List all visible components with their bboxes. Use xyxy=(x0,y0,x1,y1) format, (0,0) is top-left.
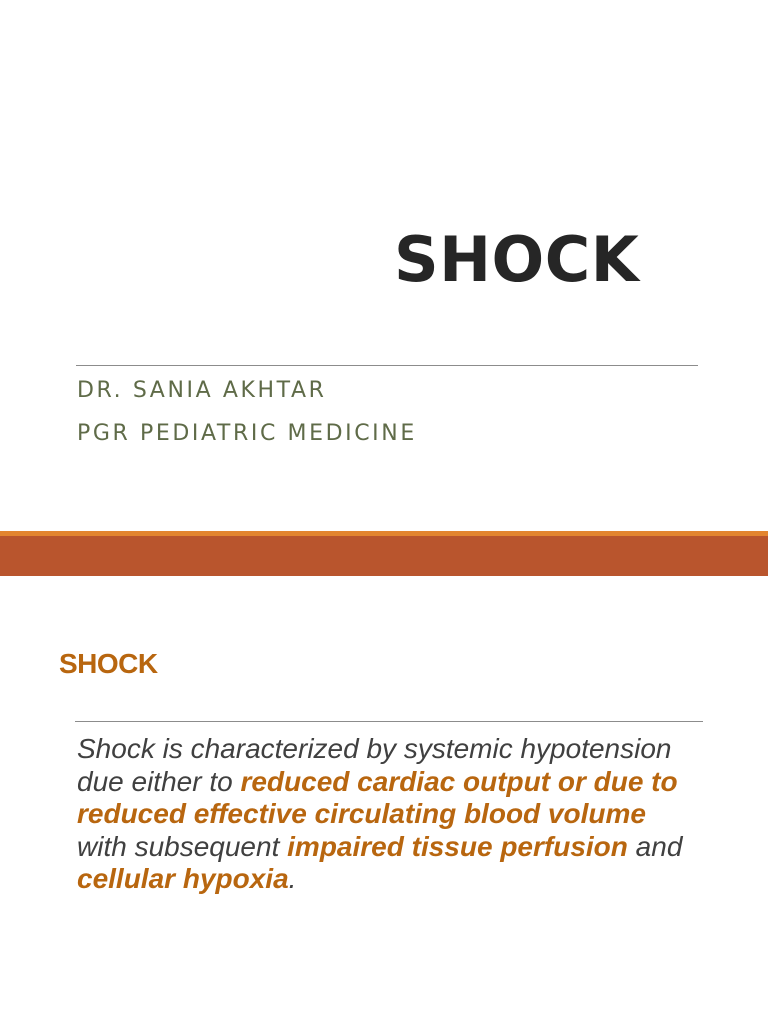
body-segment: with subsequent xyxy=(77,830,288,862)
section-divider xyxy=(75,721,703,722)
body-segment: . xyxy=(288,863,297,894)
slide-divider-band xyxy=(0,536,768,576)
highlight-cellular-hypoxia: cellular hypoxia xyxy=(77,863,289,894)
title-divider xyxy=(76,365,698,366)
subtitle-department: PGR PEDIATRIC MEDICINE xyxy=(77,421,417,446)
highlight-reduced-output: reduced cardiac output or due to reduced effective circulating blood volume xyxy=(77,765,678,829)
slide-title: SHOCK xyxy=(394,223,640,296)
body-segment: and xyxy=(627,830,683,862)
highlight-tissue-perfusion: impaired tissue perfusion xyxy=(287,830,628,862)
definition-paragraph xyxy=(77,733,687,896)
section-heading: SHOCK xyxy=(59,648,158,679)
body-segment: Shock is characterized by systemic hypotension due either to xyxy=(77,733,672,797)
subtitle-author: DR. SANIA AKHTAR xyxy=(77,378,327,403)
